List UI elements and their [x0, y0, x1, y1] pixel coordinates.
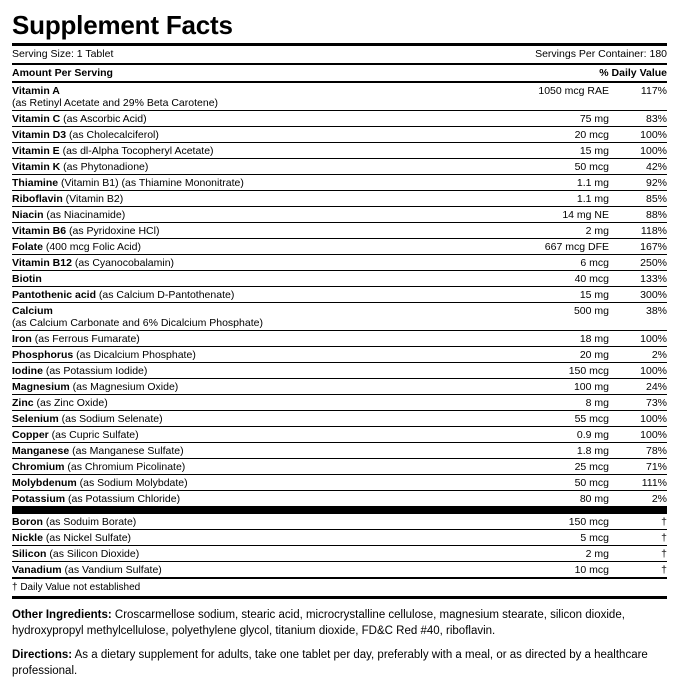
- nutrient-row: [12, 255, 667, 271]
- nutrient-daily-value: 100%: [609, 363, 667, 379]
- nutrient-daily-value: 111%: [609, 475, 667, 491]
- nutrient-name: Riboflavin: [12, 192, 63, 205]
- nutrient-name-cell: [12, 175, 499, 191]
- nutrient-daily-value: 88%: [609, 207, 667, 223]
- nutrient-table-secondary: [12, 514, 667, 577]
- nutrient-name: Chromium: [12, 460, 65, 473]
- nutrient-source: (as Nickel Sulfate): [42, 531, 132, 544]
- nutrient-daily-value: 117%: [609, 83, 667, 111]
- nutrient-amount: 75 mg: [499, 111, 609, 127]
- nutrient-row: [12, 459, 667, 475]
- nutrient-row: [12, 303, 667, 331]
- nutrient-row: [12, 347, 667, 363]
- directions-label: Directions:: [12, 649, 73, 661]
- nutrient-amount: 500 mg: [499, 303, 609, 331]
- nutrient-daily-value: 38%: [609, 303, 667, 331]
- nutrient-name-cell: [12, 514, 499, 530]
- nutrient-daily-value: 2%: [651, 492, 667, 505]
- nutrient-amount: 100 mg: [499, 379, 609, 395]
- nutrient-name: Selenium: [12, 412, 59, 425]
- nutrient-name-cell: [12, 271, 499, 287]
- nutrient-row: [12, 491, 667, 507]
- nutrient-row: [12, 379, 667, 395]
- nutrient-amount: 6 mcg: [499, 255, 609, 271]
- amount-per-serving-header: Amount Per Serving: [12, 67, 113, 79]
- nutrient-row: [12, 562, 667, 578]
- nutrient-source: (Vitamin B1) (as Thiamine Mononitrate): [58, 176, 244, 189]
- nutrient-amount: 2 mg: [499, 546, 609, 562]
- nutrient-row: [12, 427, 667, 443]
- nutrient-name: Folate: [12, 240, 43, 253]
- nutrient-amount: 10 mcg: [574, 563, 609, 576]
- nutrient-amount: 1.1 mg: [499, 191, 609, 207]
- nutrient-row: [12, 127, 667, 143]
- nutrient-row: [12, 111, 667, 127]
- nutrient-daily-value: 71%: [609, 459, 667, 475]
- nutrient-name: Vitamin K: [12, 160, 61, 173]
- nutrient-row: [12, 514, 667, 530]
- nutrient-row: [12, 287, 667, 303]
- nutrient-source: (as Manganese Sulfate): [69, 444, 184, 457]
- nutrient-name: Pantothenic acid: [12, 288, 97, 301]
- nutrient-daily-value: 73%: [609, 395, 667, 411]
- nutrient-amount: 40 mcg: [499, 271, 609, 287]
- nutrient-name-cell: [12, 111, 499, 127]
- nutrient-name-cell: [12, 239, 499, 255]
- nutrient-source: (as Cyanocobalamin): [71, 256, 175, 269]
- nutrient-row: [12, 239, 667, 255]
- nutrient-source: (as Potassium Iodide): [42, 364, 148, 377]
- nutrient-row: [12, 83, 667, 111]
- nutrient-source: (as Zinc Oxide): [33, 396, 108, 409]
- nutrient-name-cell: [12, 223, 499, 239]
- nutrient-amount: 1.8 mg: [499, 443, 609, 459]
- nutrient-name-cell: [12, 379, 499, 395]
- nutrient-name-cell: [12, 530, 499, 546]
- nutrient-row: [12, 175, 667, 191]
- nutrient-amount: 8 mg: [499, 395, 609, 411]
- nutrient-daily-value: 83%: [609, 111, 667, 127]
- nutrient-name: Iodine: [12, 364, 43, 377]
- nutrient-name: Vitamin A: [12, 84, 60, 97]
- nutrient-name: Nickle: [12, 531, 43, 544]
- nutrient-row: [12, 395, 667, 411]
- nutrient-name: Phosphorus: [12, 348, 74, 361]
- nutrient-name: Magnesium: [12, 380, 70, 393]
- nutrient-name-cell: [12, 127, 499, 143]
- nutrient-source: (as Ferrous Fumarate): [31, 332, 140, 345]
- nutrient-row: [12, 191, 667, 207]
- nutrient-amount: 50 mcg: [499, 159, 609, 175]
- nutrient-name-cell: [12, 411, 499, 427]
- nutrient-amount: 20 mcg: [499, 127, 609, 143]
- nutrient-source: (as Pyridoxine HCl): [66, 224, 160, 237]
- nutrient-name-cell: [12, 427, 499, 443]
- nutrient-name: Vanadium: [12, 563, 62, 576]
- nutrient-name: Molybdenum: [12, 476, 77, 489]
- nutrient-name: Copper: [12, 428, 49, 441]
- nutrient-name-cell: [12, 191, 499, 207]
- nutrient-daily-value: 100%: [609, 427, 667, 443]
- daily-value-header: % Daily Value: [599, 67, 667, 79]
- nutrient-name-cell: [12, 475, 499, 491]
- nutrient-table-primary: [12, 83, 667, 506]
- nutrient-source: (as Chromium Picolinate): [64, 460, 186, 473]
- nutrient-amount: 5 mcg: [499, 530, 609, 546]
- nutrient-daily-value: †: [661, 563, 667, 576]
- nutrient-source: (as Cupric Sulfate): [48, 428, 139, 441]
- nutrient-subline: (as Calcium Carbonate and 6% Dicalcium Phosphate): [12, 316, 263, 329]
- nutrient-row: [12, 443, 667, 459]
- nutrient-daily-value: 118%: [609, 223, 667, 239]
- nutrient-name: Zinc: [12, 396, 34, 409]
- nutrient-name-cell: [12, 546, 499, 562]
- nutrient-name: Vitamin B6: [12, 224, 67, 237]
- nutrient-daily-value: 100%: [609, 127, 667, 143]
- nutrient-row: [12, 363, 667, 379]
- nutrient-daily-value: 78%: [609, 443, 667, 459]
- nutrient-amount: 15 mg: [499, 143, 609, 159]
- nutrient-name: Iron: [12, 332, 32, 345]
- nutrient-name: Manganese: [12, 444, 70, 457]
- nutrient-amount: 0.9 mg: [499, 427, 609, 443]
- nutrient-amount: 150 mcg: [499, 514, 609, 530]
- nutrient-daily-value: †: [609, 514, 667, 530]
- nutrient-row: [12, 475, 667, 491]
- nutrient-daily-value: 100%: [609, 143, 667, 159]
- nutrient-row: [12, 530, 667, 546]
- nutrient-source: (as Ascorbic Acid): [60, 112, 147, 125]
- nutrient-daily-value: 250%: [609, 255, 667, 271]
- nutrient-amount: 55 mcg: [499, 411, 609, 427]
- nutrient-daily-value: 300%: [609, 287, 667, 303]
- directions-block: [12, 648, 667, 679]
- nutrient-source: (as Sodium Selenate): [58, 412, 163, 425]
- nutrient-name: Vitamin E: [12, 144, 60, 157]
- nutrient-amount: 80 mg: [579, 492, 609, 505]
- nutrient-name: Biotin: [12, 272, 42, 285]
- section-divider-band: [12, 506, 667, 514]
- nutrient-source: (as Dicalcium Phosphate): [73, 348, 196, 361]
- nutrient-name-cell: [12, 143, 499, 159]
- other-ingredients-label: Other Ingredients:: [12, 609, 112, 621]
- nutrient-name-cell: [12, 459, 499, 475]
- nutrient-source: (as Sodium Molybdate): [76, 476, 188, 489]
- nutrient-name-cell: [12, 159, 499, 175]
- nutrient-amount: 1050 mcg RAE: [499, 83, 609, 111]
- nutrient-name-cell: [12, 207, 499, 223]
- nutrient-source: (as Niacinamide): [43, 208, 126, 221]
- nutrient-name-cell: [12, 363, 499, 379]
- nutrient-name-cell: [12, 331, 499, 347]
- nutrient-row: [12, 411, 667, 427]
- footnote-text: † Daily Value not established: [12, 582, 141, 593]
- nutrient-name: Potassium: [12, 492, 66, 505]
- nutrient-source: (as Phytonadione): [60, 160, 149, 173]
- nutrient-source: (as Silicon Dioxide): [46, 547, 140, 560]
- nutrient-name: Vitamin D3: [12, 128, 67, 141]
- nutrient-daily-value: 24%: [609, 379, 667, 395]
- nutrient-amount: 1.1 mg: [499, 175, 609, 191]
- nutrient-row: [12, 271, 667, 287]
- nutrient-name-cell: [12, 255, 499, 271]
- nutrient-row: [12, 143, 667, 159]
- nutrient-source: (as Vandium Sulfate): [61, 563, 162, 576]
- nutrient-row: [12, 223, 667, 239]
- nutrient-amount: 14 mg NE: [499, 207, 609, 223]
- nutrient-name: Calcium: [12, 304, 53, 317]
- nutrient-row: [12, 207, 667, 223]
- nutrient-source: (as Calcium D-Pantothenate): [96, 288, 235, 301]
- nutrient-name-cell: [12, 303, 499, 331]
- servings-per-container-label: Servings Per Container: 180: [535, 48, 667, 60]
- nutrient-row: [12, 546, 667, 562]
- nutrient-name-cell: [12, 491, 499, 507]
- nutrient-name: Vitamin C: [12, 112, 61, 125]
- nutrient-daily-value: 85%: [609, 191, 667, 207]
- nutrient-source: (as dl-Alpha Tocopheryl Acetate): [59, 144, 214, 157]
- nutrient-subline: (as Retinyl Acetate and 29% Beta Carotene): [12, 96, 219, 109]
- nutrient-name: Boron: [12, 515, 43, 528]
- nutrient-name: Vitamin B12: [12, 256, 72, 269]
- nutrient-amount: 2 mg: [499, 223, 609, 239]
- nutrient-name: Niacin: [12, 208, 44, 221]
- nutrient-name: Thiamine: [12, 176, 59, 189]
- nutrient-name-cell: [12, 83, 499, 111]
- nutrient-source: (400 mcg Folic Acid): [42, 240, 141, 253]
- nutrient-amount: 50 mcg: [499, 475, 609, 491]
- nutrient-daily-value: †: [609, 530, 667, 546]
- nutrient-amount: 15 mg: [499, 287, 609, 303]
- serving-info-row: [12, 46, 667, 63]
- nutrient-name-cell: [12, 395, 499, 411]
- nutrient-name: Silicon: [12, 547, 47, 560]
- nutrient-amount: 667 mcg DFE: [499, 239, 609, 255]
- directions-text: As a dietary supplement for adults, take one tablet per day, preferably with a meal, or as directed by a healthcare professional.: [12, 649, 648, 677]
- nutrient-daily-value: 100%: [609, 411, 667, 427]
- nutrient-daily-value: †: [609, 546, 667, 562]
- nutrient-daily-value: 167%: [609, 239, 667, 255]
- nutrient-name-cell: [12, 443, 499, 459]
- nutrient-name-cell: [12, 562, 499, 578]
- nutrient-daily-value: 100%: [609, 331, 667, 347]
- nutrient-source: (Vitamin B2): [62, 192, 124, 205]
- nutrient-amount: 18 mg: [499, 331, 609, 347]
- serving-size-label: Serving Size: 1 Tablet: [12, 48, 114, 60]
- other-ingredients-text: Croscarmellose sodium, stearic acid, microcrystalline cellulose, magnesium stearate, silicon dioxide, hydroxypropyl methylcellulose, polyethylene glycol, titanium dioxide, FD&C Red #40, riboflavin.: [12, 609, 625, 637]
- table-header-row: [12, 65, 667, 81]
- nutrient-source: (as Soduim Borate): [42, 515, 137, 528]
- nutrient-amount: 25 mcg: [499, 459, 609, 475]
- nutrient-source: (as Potassium Chloride): [65, 492, 181, 505]
- nutrient-daily-value: 42%: [609, 159, 667, 175]
- nutrient-name-cell: [12, 347, 499, 363]
- nutrient-name-cell: [12, 287, 499, 303]
- nutrient-row: [12, 331, 667, 347]
- panel-title: Supplement Facts: [12, 10, 233, 40]
- bottom-divider: [12, 596, 667, 599]
- nutrient-daily-value: 92%: [609, 175, 667, 191]
- other-ingredients-block: [12, 608, 667, 639]
- nutrient-row: [12, 159, 667, 175]
- nutrient-daily-value: 133%: [609, 271, 667, 287]
- nutrient-source: (as Cholecalciferol): [66, 128, 159, 141]
- nutrient-daily-value: 2%: [609, 347, 667, 363]
- nutrient-amount: 150 mcg: [499, 363, 609, 379]
- nutrient-source: (as Magnesium Oxide): [69, 380, 179, 393]
- nutrient-amount: 20 mg: [499, 347, 609, 363]
